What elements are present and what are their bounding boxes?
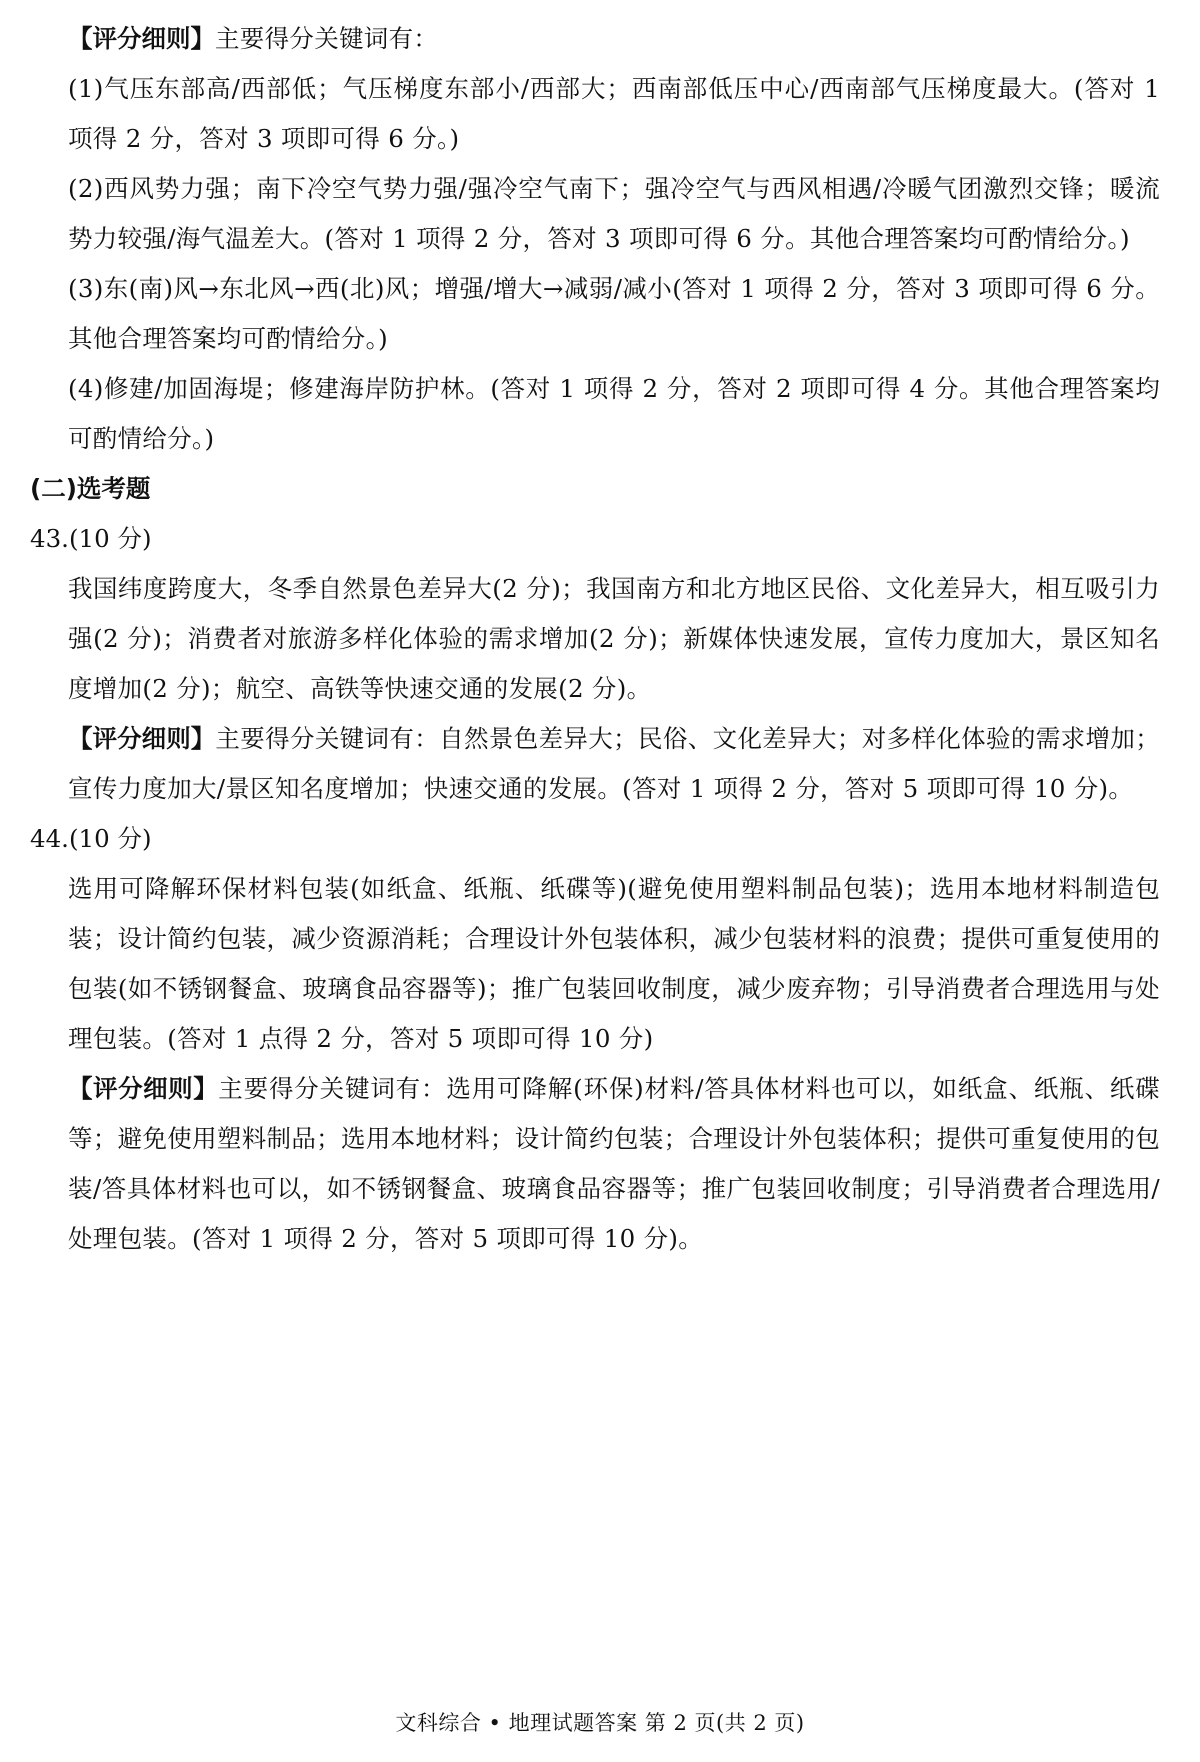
scoring-item-3: (3)东(南)风→东北风→西(北)风；增强/增大→减弱/减小(答对 1 项得 2 分，答对 3 项即可得 6 分。其他合理答案均可酌情给分。) [68,274,1160,353]
scoring-item-1: (1)气压东部高/西部低；气压梯度东部小/西部大；西南部低压中心/西南部气压梯度最大。(答对 1 项得 2 分，答对 3 项即可得 6 分。) [68,74,1160,153]
question-44-scoring-tag: 【评分细则】 [68,1074,219,1103]
question-43-answer: 我国纬度跨度大，冬季自然景色差异大(2 分)；我国南方和北方地区民俗、文化差异大，相互吸引力强(2 分)；消费者对旅游多样化体验的需求增加(2 分)；新媒体快速发展，宣传力度加大，景区知名度增加(2 分)；航空、高铁等快速交通的发展(2 分)。 [68,574,1160,703]
page-content [30,14,1160,1264]
scoring-rules-intro-text: 主要得分关键词有： [215,24,439,53]
question-44-answer: 选用可降解环保材料包装(如纸盒、纸瓶、纸碟等)(避免使用塑料制品包装)；选用本地材料制造包装；设计简约包装，减少资源消耗；合理设计外包装体积，减少包装材料的浪费；提供可重复使用的包装(如不锈钢餐盒、玻璃食品容器等)；推广包装回收制度，减少废弃物；引导消费者合理选用与处理包装。(答对 1 点得 2 分，答对 5 项即可得 10 分) [68,874,1160,1053]
scoring-rules-tag: 【评分细则】 [68,24,215,53]
question-43-scoring-text: 主要得分关键词有：自然景色差异大；民俗、文化差异大；对多样化体验的需求增加；宣传力度加大/景区知名度增加；快速交通的发展。(答对 1 项得 2 分，答对 5 项即可得 10 分)。 [68,724,1161,803]
page-footer: 文科综合 • 地理试题答案 第 2 页(共 2 页) [395,1711,805,1735]
question-44-scoring [30,1064,1160,1264]
scoring-item-4: (4)修建/加固海堤；修建海岸防护林。(答对 1 项得 2 分，答对 2 项即可得 4 分。其他合理答案均可酌情给分。) [68,374,1160,453]
scoring-item-2: (2)西风势力强；南下冷空气势力强/强冷空气南下；强冷空气与西风相遇/冷暖气团激烈交锋；暖流势力较强/海气温差大。(答对 1 项得 2 分，答对 3 项即可得 6 分。其他合理答案均可酌情给分。) [68,174,1160,253]
question-44-scoring-text: 主要得分关键词有：选用可降解(环保)材料/答具体材料也可以，如纸盒、纸瓶、纸碟等；避免使用塑料制品；选用本地材料；设计简约包装；合理设计外包装体积；提供可重复使用的包装/答具体材料也可以，如不锈钢餐盒、玻璃食品容器等；推广包装回收制度；引导消费者合理选用/处理包装。(答对 1 项得 2 分，答对 5 项即可得 10 分)。 [68,1074,1160,1253]
question-43-number: 43.(10 分) [30,524,152,553]
section-title: (二)选考题 [30,474,151,503]
question-43-scoring-tag: 【评分细则】 [68,724,216,753]
question-43-scoring [30,714,1160,814]
question-44-number: 44.(10 分) [30,824,152,853]
scoring-rules-intro [30,14,1160,64]
